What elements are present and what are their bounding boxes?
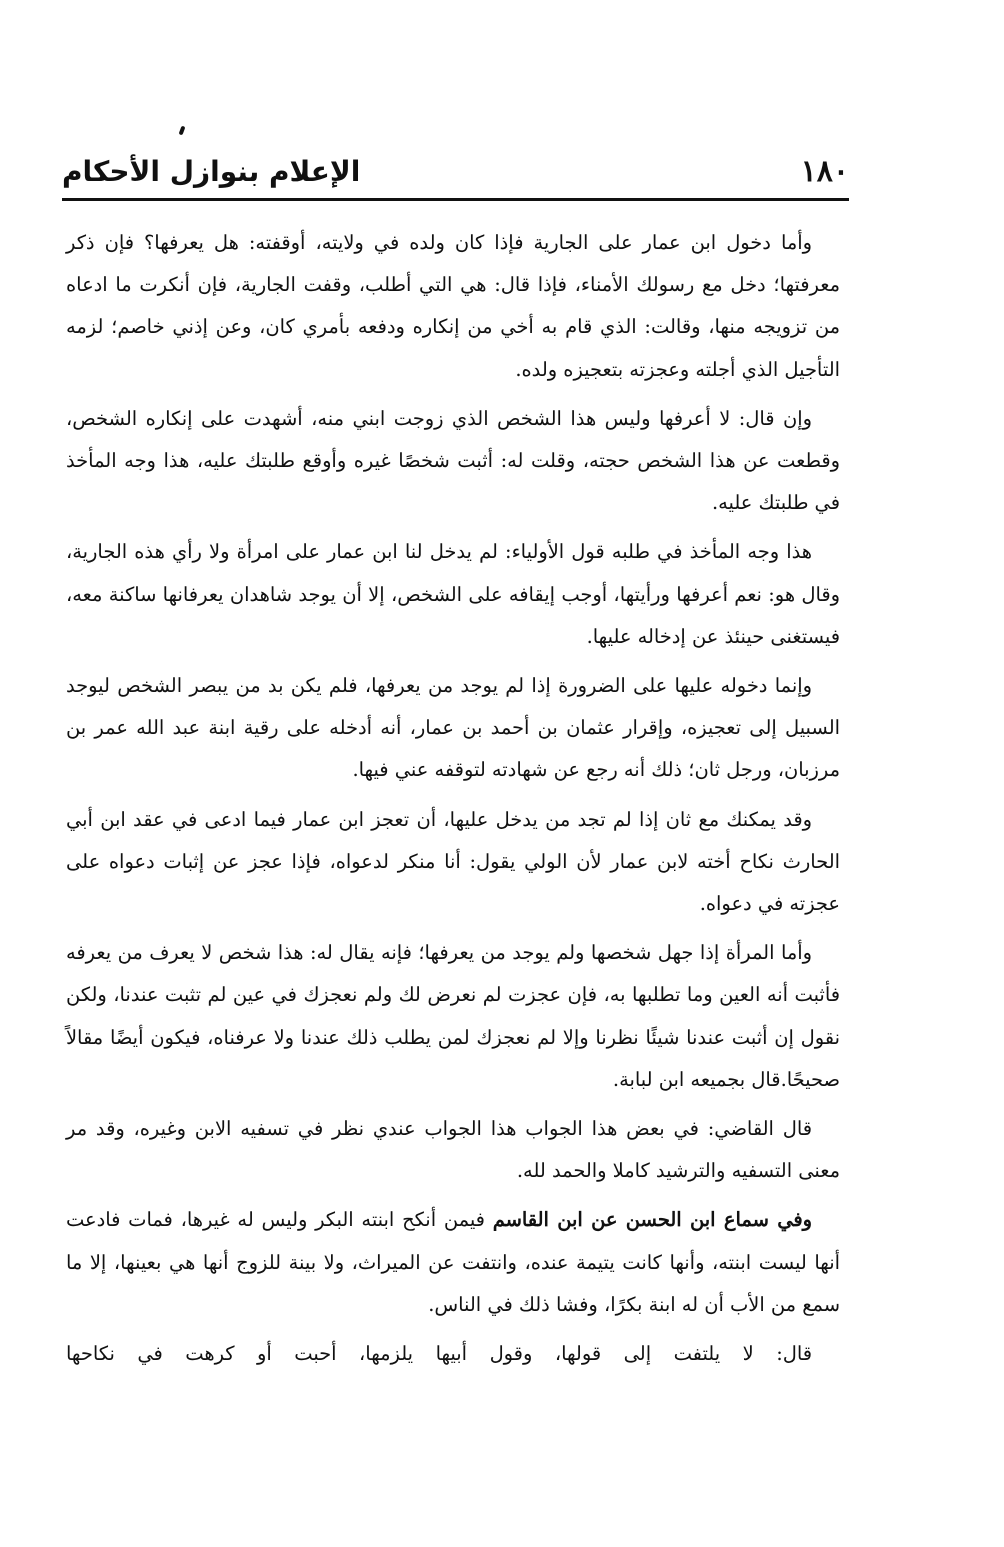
paragraph <box>66 1199 840 1326</box>
paragraph-text: وقد يمكنك مع ثان إذا لم تجد من يدخل عليها، أن تعجز ابن عمار فيما ادعى في عقد ابن أبي الحارث نكاح أخته لابن عمار لأن الولي يقول: أنا منكر لدعواه، فإذا عجز عن إثبات دعواه على عجزته في دعواه. <box>66 807 840 916</box>
paragraph <box>66 932 840 1101</box>
paragraph-text: قال القاضي: في بعض هذا الجواب هذا الجواب عندي نظر في تسفيه الابن وغيره، وقد مر معنى التسفيه والترشيد كاملا والحمد لله. <box>66 1117 840 1183</box>
paragraph <box>66 665 840 792</box>
header-rule <box>62 198 849 201</box>
paragraph-text: هذا وجه المأخذ في طلبه قول الأولياء: لم يدخل لنا ابن عمار على امرأة ولا رأي هذه الجارية، وقال هو: نعم أعرفها ورأيتها، أوجب إيقافه على الشخص، إلا أن يوجد شاهدان يعرفانها ساكنة معه، فيستغنى حينئذ عن إدخاله عليها. <box>66 540 840 648</box>
book-title: الإعلام بنوازل الأحكام <box>62 155 361 188</box>
ink-mark <box>179 126 186 136</box>
paragraph-text: وإنما دخوله عليها على الضرورة إذا لم يوجد من يعرفها، فلم يكن بد من يبصر الشخص ليوجد السبيل إلى تعجيزه، وإقرار عثمان بن أحمد بن عمار، أنه أدخله على رقية ابنة عبد الله عمر بن مرزبان، ورجل ثان؛ ذلك أنه رجع عن شهادته لتوقفه عني فيها. <box>66 674 840 782</box>
paragraph <box>66 799 840 926</box>
paragraph <box>66 531 840 658</box>
paragraph <box>66 1333 840 1375</box>
paragraph-text: وأما المرأة إذا جهل شخصها ولم يوجد من يعرفها؛ فإنه يقال له: هذا شخص لا يعرف من يعرفه فأثبت أنه العين وما تطلبها به، فإن عجزت لم نعرض لك ولم نعجزك في عين لم تثبت عندنا، ولكن نقول إن أثبت عندنا شيئًا نظرنا وإلا لم نعجزك لمن يطلب ذلك عندنا ولا عرفناه، فيكون أيضًا مقالاً صحيحًا.قال بجميعه ابن لبابة. <box>66 941 840 1091</box>
paragraph-text: وإن قال: لا أعرفها وليس هذا الشخص الذي زوجت ابني منه، أشهدت على إنكاره الشخص، وقطعت عن هذا الشخص حجته، وقلت له: أثبت شخصًا غيره وأوقع طلبتك عليه، هذا وجه المأخذ في طلبتك عليه. <box>66 406 840 515</box>
paragraph-text: قال: لا يلتفت إلى قولها، وقول أبيها يلزمها، أحبت أو كرهت في نكاحها <box>66 1342 812 1366</box>
page-number: ١٨٠ <box>800 154 849 189</box>
body-text <box>66 222 840 1382</box>
paragraph <box>66 222 840 391</box>
paragraph <box>66 1108 840 1192</box>
paragraph-text: وأما دخول ابن عمار على الجارية فإذا كان ولده في ولايته، أوقفته: هل يعرفها؟ فإن ذكر معرفتها؛ دخل مع رسولك الأمناء، فإذا قال: هي التي أطلب، وقفت الجارية، فإن أنكرت ما ادعاه من تزويجه منها، وقالت: الذي قام به أخي من إنكاره ودفعه بأمري كان، وعن إذني خاصم؛ لزمه التأجيل الذي أجلته وعجزته بتعجيزه ولده. <box>66 231 840 381</box>
paragraph-lead: وفي سماع ابن الحسن عن ابن القاسم <box>492 1208 812 1232</box>
paragraph-text: فيمن أنكح ابنته البكر وليس له غيرها، فمات فادعت أنها ليست ابنته، وأنها كانت يتيمة عنده، وانتفت عن الميراث، ولا بينة للزوج أنها هي بعينها، إلا ما سمع من الأب أن له ابنة بكرًا، وفشا ذلك في الناس. <box>66 1208 840 1316</box>
paragraph <box>66 398 840 525</box>
page-header <box>62 152 849 198</box>
